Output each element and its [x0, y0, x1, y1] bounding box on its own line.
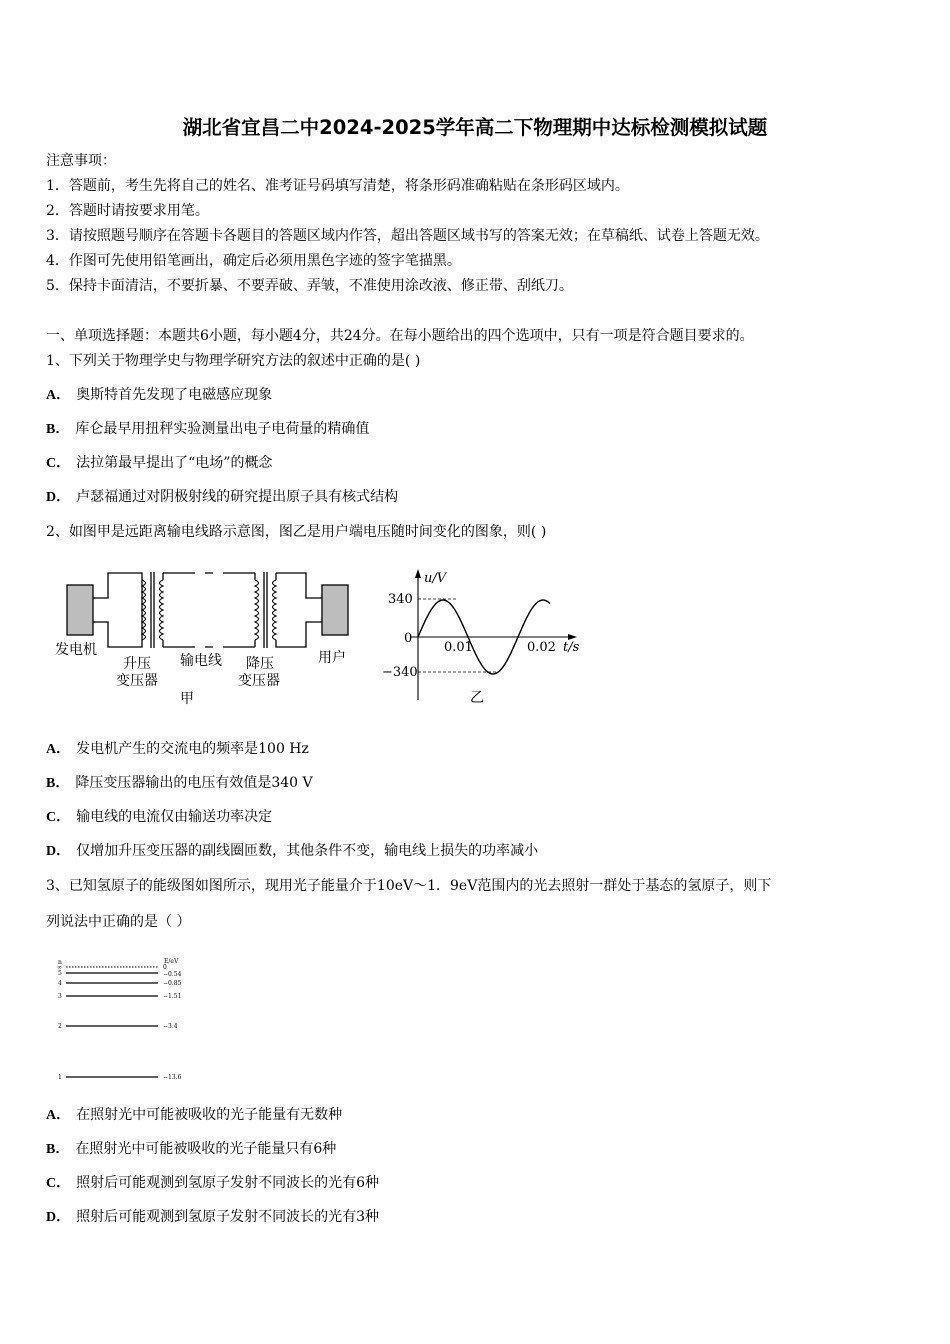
e2: −3.4 [163, 1023, 178, 1030]
n4: 4 [58, 980, 62, 987]
section-heading: 一、单项选择题：本题共6小题，每小题4分，共24分。在每小题给出的四个选项中，只有一项是符合题目要求的。 [46, 328, 754, 344]
figure-caption: 乙 [470, 690, 484, 706]
x-axis-label: t/s [563, 640, 580, 655]
step-up-label-2: 变压器 [116, 673, 158, 689]
x-tick-1: 0.01 [444, 640, 473, 655]
option-d: D． 照射后可能观测到氢原子发射不同波长的光有3种 [46, 1209, 380, 1225]
e-header: E/eV [164, 958, 179, 965]
y-axis-label: u/V [424, 571, 447, 586]
option-c: C． 照射后可能观测到氢原子发射不同波长的光有6种 [46, 1175, 380, 1191]
n1: 1 [58, 1074, 62, 1081]
n5: 5 [58, 970, 62, 977]
generator-label: 发电机 [55, 642, 97, 658]
power-transmission-diagram [50, 560, 370, 710]
energy-level-diagram [52, 952, 202, 1087]
y-tick-min: −340 [382, 665, 418, 680]
y-tick-max: 340 [388, 592, 413, 607]
step-down-label: 降压 [246, 656, 274, 672]
e4: −0.85 [163, 980, 182, 987]
notice-item: 3．请按照题号顺序在答题卡各题目的答题区域内作答，超出答题区域书写的答案无效；在草稿纸、试卷上答题无效。 [46, 228, 769, 244]
e3: −1.51 [163, 993, 182, 1000]
option-b: B． 在照射光中可能被吸收的光子能量只有6种 [46, 1141, 337, 1157]
e1: −13.6 [163, 1074, 182, 1081]
notice-item: 1．答题前，考生先将自己的姓名、准考证号码填写清楚，将条形码准确粘贴在条形码区域内。 [46, 178, 629, 194]
n2: 2 [58, 1023, 62, 1030]
notice-item: 4．作图可先使用铅笔画出，确定后必须用黑色字迹的签字笔描黑。 [46, 253, 461, 269]
question-stem: 2、如图甲是远距离输电线路示意图，图乙是用户端电压随时间变化的图象，则( ) [46, 524, 547, 540]
notice-item: 5．保持卡面清洁，不要折暴、不要弄破、弄皱，不准使用涂改液、修正带、刮纸刀。 [46, 278, 573, 294]
option-b: B． 降压变压器输出的电压有效值是340 V [46, 775, 313, 791]
step-down-label-2: 变压器 [238, 673, 280, 689]
notice-heading: 注意事项： [46, 153, 116, 169]
step-up-label: 升压 [123, 656, 151, 672]
n-inf: ∞ [57, 964, 62, 971]
user-label: 用户 [318, 650, 346, 666]
option-c: C． 输电线的电流仅由输送功率决定 [46, 809, 273, 825]
option-a: A． 发电机产生的交流电的频率是100 Hz [46, 741, 309, 757]
x-tick-2: 0.02 [527, 640, 556, 655]
line-label: 输电线 [180, 653, 222, 669]
option-b: B． 库仑最早用扭秤实验测量出电子电荷量的精确值 [46, 421, 370, 437]
question-stem: 3、已知氢原子的能级图如图所示，现用光子能量介于10eV～1．9eV范围内的光去照射一群处于基态的氢原子，则下 [46, 878, 772, 894]
n-header: n [58, 959, 62, 966]
page-title: 湖北省宜昌二中2024-2025学年高二下物理期中达标检测模拟试题 [182, 116, 768, 139]
question-stem: 1、下列关于物理学史与物理学研究方法的叙述中正确的是( ) [46, 353, 421, 369]
voltage-time-graph [375, 565, 590, 710]
e5: −0.54 [163, 971, 182, 978]
option-a: A． 奥斯特首先发现了电磁感应现象 [46, 387, 273, 403]
option-d: D． 仅增加升压变压器的副线圈匝数，其他条件不变，输电线上损失的功率减小 [46, 843, 539, 859]
question-stem-cont: 列说法中正确的是（ ） [46, 914, 191, 930]
y-tick-zero: 0 [404, 631, 413, 646]
option-a: A． 在照射光中可能被吸收的光子能量有无数种 [46, 1107, 343, 1123]
notice-item: 2．答题时请按要求用笔。 [46, 203, 209, 219]
e-inf: 0 [163, 964, 167, 971]
option-d: D． 卢瑟福通过对阴极射线的研究提出原子具有核式结构 [46, 489, 399, 505]
figure-caption: 甲 [180, 691, 194, 707]
n3: 3 [58, 993, 62, 1000]
option-c: C． 法拉第最早提出了“电场”的概念 [46, 455, 273, 471]
